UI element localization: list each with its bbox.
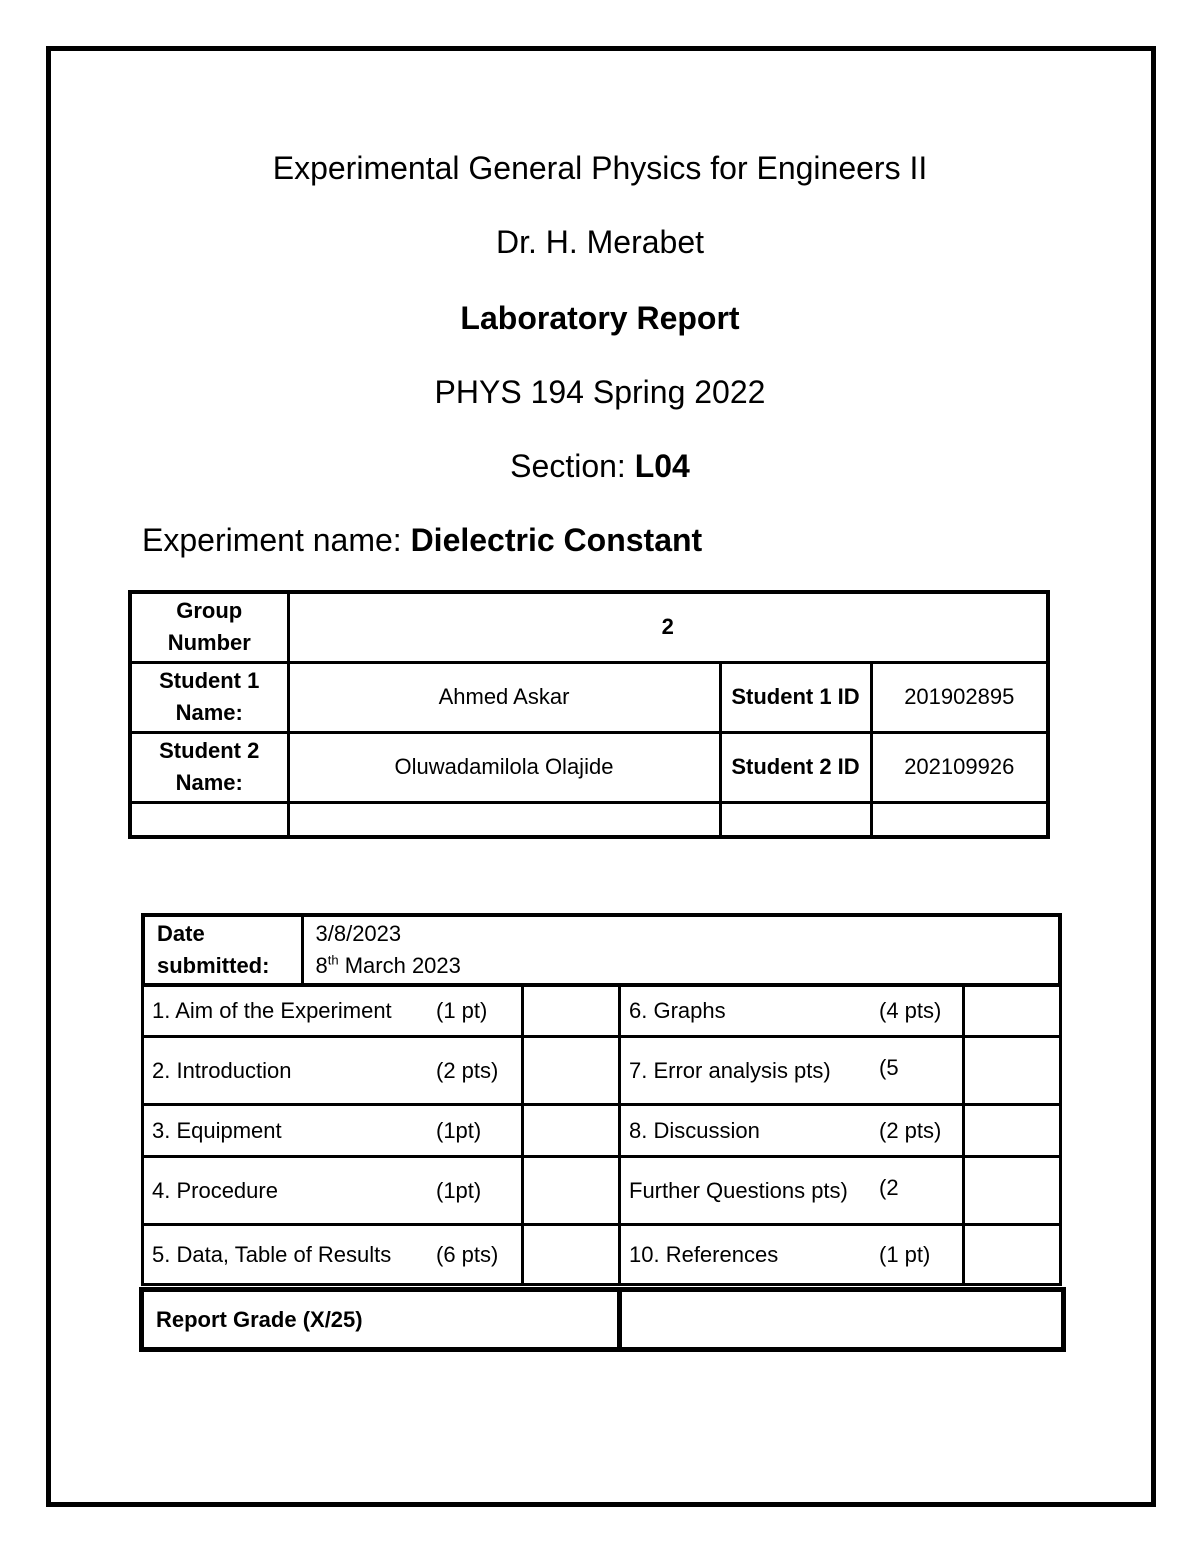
report-title: Laboratory Report xyxy=(460,300,740,336)
score-cell[interactable] xyxy=(523,1037,620,1105)
group-number-label: Group Number xyxy=(130,592,288,662)
date-numeric: 3/8/2023 xyxy=(315,921,402,946)
score-cell[interactable] xyxy=(964,1225,1061,1285)
instructor: Dr. H. Merabet xyxy=(495,224,705,260)
report-grade-label: Report Grade (X/25) xyxy=(142,1290,620,1350)
section-label: Section: xyxy=(510,448,635,484)
table-row xyxy=(143,915,1060,985)
date-table xyxy=(141,913,1062,987)
grade-item: 1. Aim of the Experiment (1 pt) xyxy=(143,985,523,1037)
group-table xyxy=(128,590,1050,839)
student2-name-label: Student 2 Name: xyxy=(130,732,288,802)
table-row xyxy=(143,1037,1061,1105)
table-row xyxy=(143,985,1061,1037)
student1-name-label: Student 1 Name: xyxy=(130,662,288,732)
table-row xyxy=(142,1290,1064,1350)
grade-item: 3. Equipment (1pt) xyxy=(143,1105,523,1157)
student1-id: 201902895 xyxy=(871,662,1048,732)
score-cell[interactable] xyxy=(964,1037,1061,1105)
group-number-value: 2 xyxy=(288,592,1048,662)
table-row xyxy=(143,1105,1061,1157)
student1-name: Ahmed Askar xyxy=(288,662,720,732)
empty-cell xyxy=(720,802,871,837)
table-row xyxy=(143,1225,1061,1285)
experiment-value: Dielectric Constant xyxy=(410,522,703,558)
grade-item: 8. Discussion (2 pts) xyxy=(620,1105,964,1157)
student2-id: 202109926 xyxy=(871,732,1048,802)
score-cell[interactable] xyxy=(964,1105,1061,1157)
empty-cell xyxy=(288,802,720,837)
course-title: Experimental General Physics for Engineers II xyxy=(272,150,928,186)
table-row xyxy=(130,732,1048,802)
grading-table xyxy=(141,983,1062,1286)
grade-item: 10. References (1 pt) xyxy=(620,1225,964,1285)
report-grade-table xyxy=(139,1287,1066,1352)
student1-id-label: Student 1 ID xyxy=(720,662,871,732)
grade-item: 5. Data, Table of Results (6 pts) xyxy=(143,1225,523,1285)
experiment-label: Experiment name: xyxy=(142,522,411,558)
section xyxy=(0,446,1200,486)
score-cell[interactable] xyxy=(523,1105,620,1157)
grade-item: 2. Introduction (2 pts) xyxy=(143,1037,523,1105)
date-submitted-label: Date submitted: xyxy=(143,915,302,985)
date-day: 8 xyxy=(315,953,328,978)
score-cell[interactable] xyxy=(523,1157,620,1225)
grade-item: 4. Procedure (1pt) xyxy=(143,1157,523,1225)
score-cell[interactable] xyxy=(523,985,620,1037)
score-cell[interactable] xyxy=(964,985,1061,1037)
grade-item: Further Questions pts) (2 xyxy=(620,1157,964,1225)
table-row xyxy=(130,802,1048,837)
student2-name: Oluwadamilola Olajide xyxy=(288,732,720,802)
empty-cell xyxy=(130,802,288,837)
grade-item: 7. Error analysis pts) (5 xyxy=(620,1037,964,1105)
grade-item: 6. Graphs (4 pts) xyxy=(620,985,964,1037)
table-row xyxy=(130,662,1048,732)
section-value: L04 xyxy=(634,448,690,484)
date-submitted-value xyxy=(302,915,1060,985)
experiment-name xyxy=(142,520,702,560)
student2-id-label: Student 2 ID xyxy=(720,732,871,802)
date-rest: March 2023 xyxy=(338,953,461,978)
date-suffix: th xyxy=(327,952,339,968)
report-grade-value[interactable] xyxy=(620,1290,1064,1350)
date-long xyxy=(316,950,1059,982)
empty-cell xyxy=(871,802,1048,837)
table-row xyxy=(130,592,1048,662)
score-cell[interactable] xyxy=(523,1225,620,1285)
term: PHYS 194 Spring 2022 xyxy=(434,374,766,410)
score-cell[interactable] xyxy=(964,1157,1061,1225)
table-row xyxy=(143,1157,1061,1225)
